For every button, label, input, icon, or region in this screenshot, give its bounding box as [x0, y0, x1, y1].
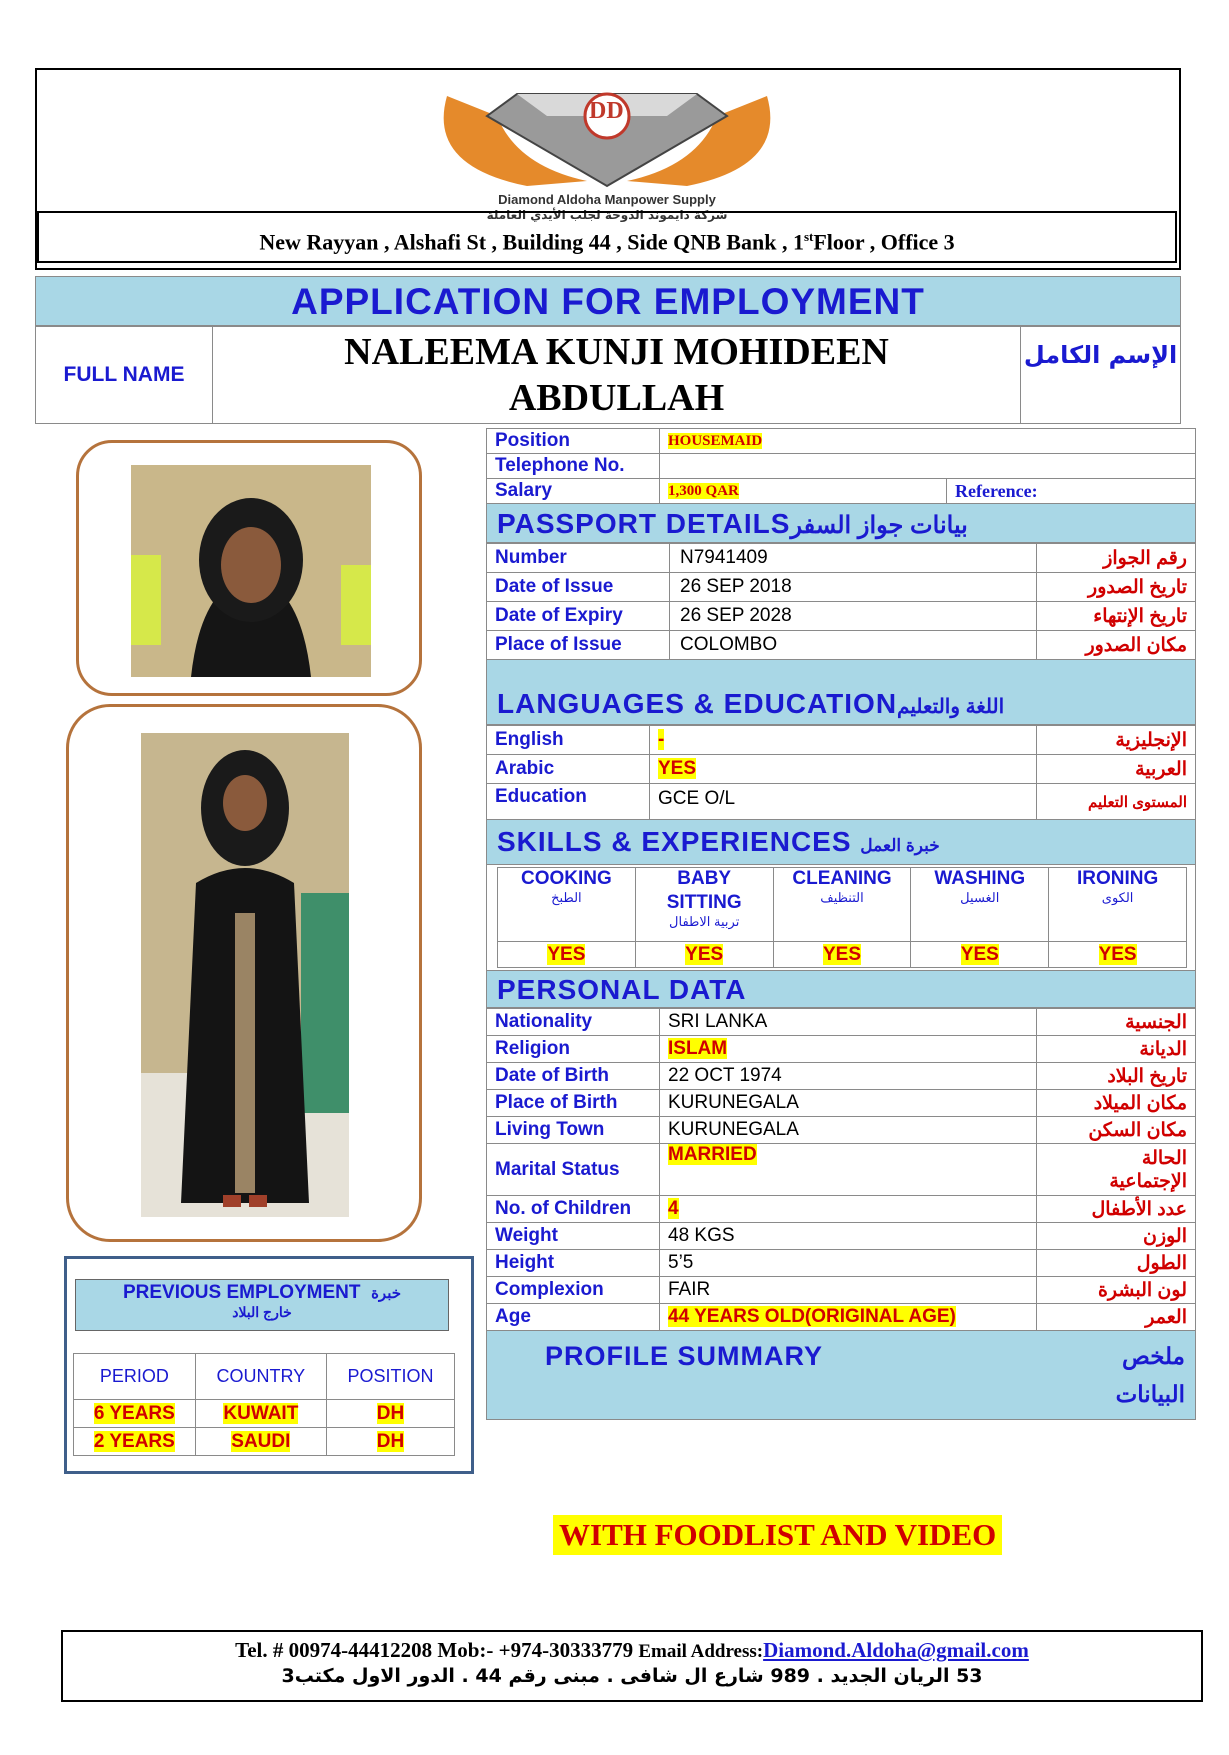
table-row [487, 1063, 1196, 1090]
position-header: POSITION [327, 1354, 455, 1400]
table-row [487, 1090, 1196, 1117]
table-row [487, 1144, 1196, 1196]
education-ar: المستوى التعليم [1037, 784, 1196, 820]
full-name-label: FULL NAME [36, 327, 213, 423]
profile-summary-title: PROFILE SUMMARY [545, 1341, 823, 1371]
country-value: SAUDI [231, 1430, 291, 1452]
footer-tel: Tel. # 00974-44412208 Mob:- +974-30333779 [235, 1638, 639, 1662]
full-name-line2: ABDULLAH [508, 377, 725, 419]
skills-title: SKILLS & EXPERIENCES [497, 826, 852, 857]
living-town-value: KURUNEGALA [660, 1117, 1037, 1144]
table-row [487, 1277, 1196, 1304]
previous-employment-ar2: خارج البلاد [232, 1304, 292, 1320]
skill-cooking [498, 868, 636, 942]
table-row [487, 1223, 1196, 1250]
address-sup: st [803, 229, 814, 244]
issue-place-label: Place of Issue [487, 631, 670, 660]
english-label: English [487, 726, 650, 755]
marital-status-label: Marital Status [487, 1144, 660, 1196]
marital-status-ar2: الإجتماعية [1109, 1170, 1187, 1192]
profile-summary [486, 1331, 1196, 1420]
passport-title-ar: بيانات جواز السفر [790, 512, 968, 539]
salary-label: Salary [487, 479, 660, 504]
skill-sitting-label: SITTING [666, 892, 742, 913]
company-logo [407, 76, 807, 231]
profile-summary-ar2: البيانات [1115, 1381, 1185, 1407]
age-value: 44 YEARS OLD(ORIGINAL AGE) [668, 1306, 956, 1327]
full-name-label-ar: الإسم الكامل [1020, 327, 1180, 423]
position-label: Position [487, 429, 660, 454]
skill-cleaning-value: YES [822, 943, 861, 965]
period-value: 6 YEARS [93, 1402, 175, 1424]
footer-email-link[interactable]: Diamond.Aldoha@gmail.com [763, 1638, 1029, 1662]
table-row [487, 755, 1196, 784]
table-row [487, 631, 1196, 660]
footer-address-ar: 53 الريان الجديد . 989 شارع ال شافى . مبنى رقم 44 . الدور الاول مكتب3 [281, 1665, 983, 1687]
education-value: GCE O/L [650, 784, 1037, 820]
telephone-label: Telephone No. [487, 454, 660, 479]
reference-label: Reference: [947, 479, 1196, 504]
skill-washing-label: WASHING [934, 868, 1026, 889]
table-row [74, 1400, 455, 1428]
table-row [487, 1250, 1196, 1277]
height-value: 5’5 [660, 1250, 1037, 1277]
table-row [487, 1117, 1196, 1144]
passport-section-title [486, 504, 1196, 543]
table-row [487, 602, 1196, 631]
english-ar: الإنجليزية [1037, 726, 1196, 755]
issue-date-label: Date of Issue [487, 573, 670, 602]
living-town-label: Living Town [487, 1117, 660, 1144]
previous-employment-label: PREVIOUS EMPLOYMENT [122, 1282, 361, 1303]
table-row [487, 1009, 1196, 1036]
complexion-ar: لون البشرة [1037, 1277, 1196, 1304]
passport-title: PASSPORT DETAILS [497, 508, 791, 539]
marital-status-value: MARRIED [668, 1144, 757, 1165]
nationality-label: Nationality [487, 1009, 660, 1036]
passport-number-value: N7941409 [670, 544, 1037, 573]
issue-date-value: 26 SEP 2018 [670, 573, 1037, 602]
footer-email-label: Email Address: [638, 1641, 764, 1662]
languages-section-title [486, 660, 1196, 725]
issue-place-value: COLOMBO [670, 631, 1037, 660]
complexion-value: FAIR [660, 1277, 1037, 1304]
issue-date-ar: تاريخ الصدور [1037, 573, 1196, 602]
skill-baby-sitting-ar: تربية الاطفال [669, 914, 740, 929]
birth-place-value: KURUNEGALA [660, 1090, 1037, 1117]
religion-value: ISLAM [668, 1038, 728, 1059]
header-box [35, 68, 1181, 270]
skill-cleaning-ar: التنظيف [820, 890, 864, 905]
birth-date-value: 22 OCT 1974 [660, 1063, 1037, 1090]
skill-washing-value: YES [960, 943, 999, 965]
birth-place-ar: مكان الميلاد [1037, 1090, 1196, 1117]
children-ar: عدد الأطفال [1037, 1196, 1196, 1223]
table-row [487, 573, 1196, 602]
skill-washing-ar: الغسيل [960, 890, 1000, 905]
passport-number-ar: رقم الجواز [1037, 544, 1196, 573]
issue-place-ar: مكان الصدور [1037, 631, 1196, 660]
education-label: Education [487, 784, 650, 820]
full-name-line1: NALEEMA KUNJI MOHIDEEN [344, 331, 889, 373]
footer-contact [63, 1638, 1201, 1663]
skill-baby-sitting [635, 868, 773, 942]
expiry-date-label: Date of Expiry [487, 602, 670, 631]
previous-employment-box [64, 1256, 474, 1474]
skill-ironing [1049, 868, 1187, 942]
expiry-date-ar: تاريخ الإنتهاء [1037, 602, 1196, 631]
religion-label: Religion [487, 1036, 660, 1063]
skills-table [497, 867, 1187, 968]
passport-number-label: Number [487, 544, 670, 573]
skill-cleaning-label: CLEANING [792, 868, 892, 889]
skill-cooking-value: YES [547, 943, 586, 965]
age-ar: العمر [1037, 1304, 1196, 1331]
living-town-ar: مكان السكن [1037, 1117, 1196, 1144]
portrait-photo [131, 465, 371, 677]
table-row [487, 544, 1196, 573]
birth-date-ar: تاريخ البلاد [1037, 1063, 1196, 1090]
marital-status-ar [1037, 1144, 1196, 1196]
table-row [487, 1304, 1196, 1331]
languages-table [486, 725, 1196, 820]
skill-ironing-value: YES [1098, 943, 1137, 965]
logo-letters: DD [589, 98, 624, 124]
full-name-value [213, 329, 1020, 421]
weight-label: Weight [487, 1223, 660, 1250]
passport-table [486, 543, 1196, 660]
address-text-end: Floor , Office 3 [813, 229, 955, 255]
marital-status-ar1: الحالة [1141, 1147, 1187, 1169]
children-value: 4 [668, 1198, 679, 1219]
company-name-en: Diamond Aldoha Manpower Supply [498, 192, 716, 207]
skill-baby-label: BABY [677, 868, 732, 889]
portrait-frame [76, 440, 422, 696]
weight-ar: الوزن [1037, 1223, 1196, 1250]
skill-cooking-ar: الطبخ [551, 890, 582, 905]
address-text: New Rayyan , Alshafi St , Building 44 , Side QNB Bank , 1 [259, 229, 804, 255]
position-value: HOUSEMAID [668, 432, 763, 449]
religion-ar: الديانة [1037, 1036, 1196, 1063]
period-value: 2 YEARS [93, 1430, 175, 1452]
skill-ironing-label: IRONING [1076, 868, 1159, 889]
previous-employment-ar1: خبرة [371, 1285, 402, 1302]
previous-employment-title [75, 1279, 449, 1331]
table-row [487, 726, 1196, 755]
height-ar: الطول [1037, 1250, 1196, 1277]
application-title: APPLICATION FOR EMPLOYMENT [35, 276, 1181, 326]
skill-baby-sitting-value: YES [685, 943, 724, 965]
skill-washing [911, 868, 1049, 942]
country-header: COUNTRY [195, 1354, 326, 1400]
birth-date-label: Date of Birth [487, 1063, 660, 1090]
age-label: Age [487, 1304, 660, 1331]
table-row [487, 784, 1196, 820]
complexion-label: Complexion [487, 1277, 660, 1304]
address-bar [37, 211, 1177, 263]
skills-title-ar: خبرة العمل [860, 836, 940, 855]
company-name-ar: شركة دايموند الدوحة لجلب الأيدي العاملة [486, 208, 728, 222]
skills-section-title [486, 820, 1196, 865]
diamond-hands-icon [407, 76, 807, 196]
arabic-value: YES [658, 758, 697, 779]
skill-ironing-ar: الكوى [1101, 890, 1134, 905]
job-info-table [486, 428, 1196, 504]
arabic-ar: العربية [1037, 755, 1196, 784]
previous-employment-table [73, 1353, 455, 1456]
weight-value: 48 KGS [660, 1223, 1037, 1250]
profile-summary-ar1: ملخص [1122, 1343, 1185, 1369]
foodlist-note: WITH FOODLIST AND VIDEO [553, 1515, 1002, 1555]
telephone-value [660, 454, 1196, 479]
personal-section-title: PERSONAL DATA [486, 971, 1196, 1008]
country-value: KUWAIT [223, 1402, 299, 1424]
languages-title: LANGUAGES & EDUCATION [497, 688, 898, 719]
arabic-label: Arabic [487, 755, 650, 784]
height-label: Height [487, 1250, 660, 1277]
table-row [487, 1196, 1196, 1223]
expiry-date-value: 26 SEP 2028 [670, 602, 1037, 631]
position-value: DH [376, 1430, 405, 1452]
birth-place-label: Place of Birth [487, 1090, 660, 1117]
full-name-row [35, 326, 1181, 424]
skill-cleaning [773, 868, 911, 942]
footer-box [61, 1630, 1203, 1702]
table-row [74, 1428, 455, 1456]
table-row [487, 1036, 1196, 1063]
salary-value: 1,300 QAR [668, 482, 739, 499]
personal-table [486, 1008, 1196, 1331]
full-body-frame [66, 704, 422, 1242]
children-label: No. of Children [487, 1196, 660, 1223]
nationality-ar: الجنسية [1037, 1009, 1196, 1036]
skill-cooking-label: COOKING [521, 868, 612, 889]
full-body-photo [141, 733, 349, 1217]
position-value: DH [376, 1402, 405, 1424]
period-header: PERIOD [74, 1354, 196, 1400]
nationality-value: SRI LANKA [660, 1009, 1037, 1036]
english-value: - [658, 729, 665, 750]
languages-title-ar: اللغة والتعليم [897, 696, 1005, 718]
details-panel [486, 428, 1196, 1420]
